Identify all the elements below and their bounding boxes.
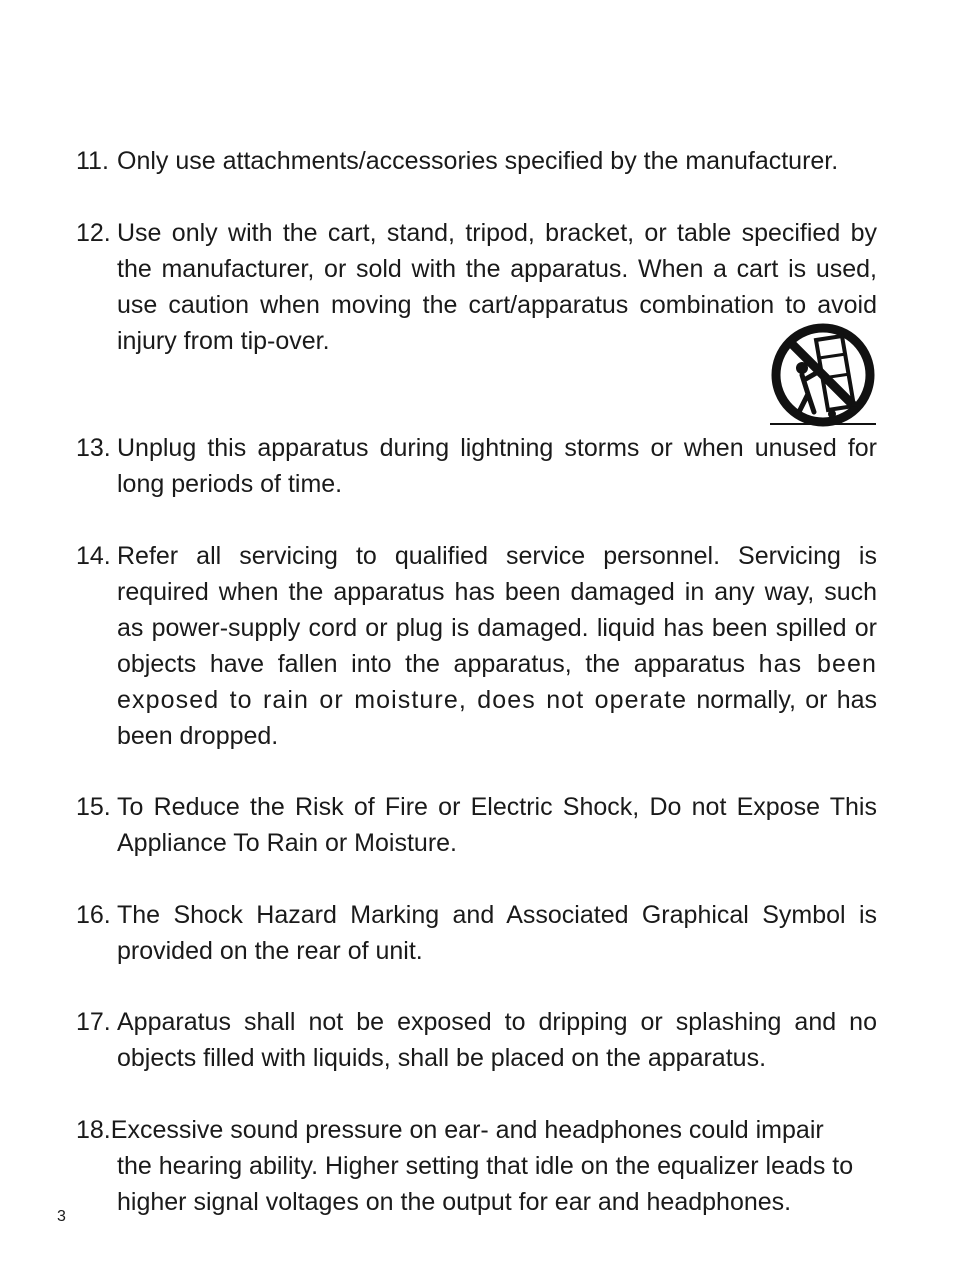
item-number: 12. (76, 219, 111, 247)
safety-item-16 (76, 897, 877, 969)
item-number: 14. (76, 542, 111, 570)
cart-tip-over-warning-icon (768, 322, 878, 428)
item-text-continued: the hearing ability. Higher setting that idle on the equalizer leads to higher signal voltages on the output for ear and headphones. (117, 1152, 854, 1216)
safety-item-15 (76, 789, 877, 861)
item-number: 17. (76, 1008, 111, 1036)
item-text: Only use attachments/accessories specified by the manufacturer. (117, 147, 839, 175)
item-text-part: has been exposed to rain or moisture, does not operate (117, 650, 878, 714)
item-text: Unplug this apparatus during lightning storms or when unused for long periods of time. (117, 434, 877, 498)
page-number: 3 (57, 1208, 66, 1225)
safety-item-11 (76, 143, 877, 179)
safety-item-12 (76, 215, 877, 359)
item-first-line (76, 1112, 877, 1148)
item-number: 18. (76, 1116, 111, 1144)
item-number: 16. (76, 901, 111, 929)
item-number: 15. (76, 793, 111, 821)
item-text-part: normally, or has been dropped. (117, 686, 877, 750)
item-text: Use only with the cart, stand, tripod, bracket, or table specified by the manufacturer, or sold with the apparatus. When a cart is used, use caution when moving the cart/apparatus combination to avoid injury from tip-over. (117, 219, 877, 355)
item-text: To Reduce the Risk of Fire or Electric Shock, Do not Expose This Appliance To Rain or Moisture. (117, 793, 877, 857)
safety-item-13 (76, 430, 877, 502)
item-text: Excessive sound pressure on ear- and headphones could impair (110, 1116, 824, 1144)
item-number: 11. (76, 147, 109, 175)
item-number: 13. (76, 434, 111, 462)
item-text (117, 538, 877, 754)
safety-item-14 (76, 538, 877, 754)
safety-item-18 (76, 1112, 877, 1220)
safety-item-17 (76, 1004, 877, 1076)
item-text: The Shock Hazard Marking and Associated Graphical Symbol is provided on the rear of unit. (117, 901, 877, 965)
item-text-part: Refer all servicing to qualified service personnel. Servicing is required when the apparatus has been damaged in any way, such as power-supply cord or plug is damaged. liquid has been spilled or objects have fallen into the apparatus, the apparatus (117, 542, 877, 678)
item-text: Apparatus shall not be exposed to dripping or splashing and no objects filled with liquids, shall be placed on the apparatus. (117, 1008, 877, 1072)
